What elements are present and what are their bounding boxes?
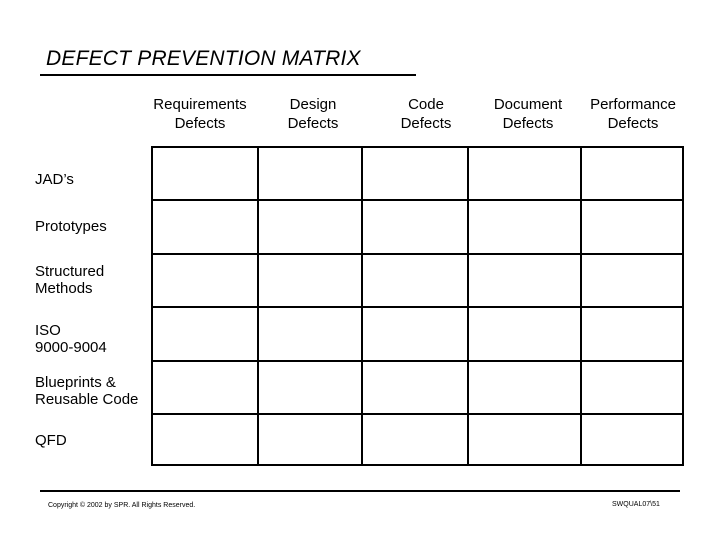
matrix-cell — [259, 362, 363, 415]
matrix-cell — [469, 255, 582, 308]
matrix-cell — [259, 201, 363, 255]
matrix-grid — [151, 146, 684, 466]
matrix-cell — [259, 255, 363, 308]
column-header-line1: Requirements — [153, 96, 247, 113]
row-header-line2: Reusable Code — [35, 391, 139, 408]
matrix-cell — [363, 255, 469, 308]
matrix-cell — [259, 415, 363, 466]
column-header-line2: Defects — [287, 115, 339, 132]
slide-id: SWQUAL07\51 — [612, 501, 660, 508]
row-header-iso — [35, 322, 107, 356]
matrix-cell — [363, 362, 469, 415]
title-underline — [40, 74, 416, 76]
column-header-line1: Document — [493, 96, 563, 113]
matrix-cell — [469, 362, 582, 415]
row-header-prototypes — [35, 218, 107, 235]
matrix-cell — [259, 148, 363, 201]
matrix-cell — [153, 201, 259, 255]
matrix-cell — [469, 415, 582, 466]
row-header-line1: ISO — [35, 322, 61, 339]
row-header-blueprints — [35, 374, 138, 408]
matrix-cell — [469, 308, 582, 362]
row-header-structured-methods — [35, 263, 104, 297]
matrix-cell — [363, 148, 469, 201]
matrix-cell — [582, 415, 684, 466]
column-header-line1: Code — [408, 96, 444, 113]
matrix-cell — [469, 148, 582, 201]
matrix-cell — [582, 148, 684, 201]
column-header-code — [376, 95, 476, 133]
matrix-cell — [469, 201, 582, 255]
matrix-cell — [363, 201, 469, 255]
row-header-line1: QFD — [35, 432, 67, 449]
matrix-cell — [153, 308, 259, 362]
column-header-line1: Design — [289, 96, 337, 113]
row-header-qfd — [35, 432, 67, 449]
column-header-line2: Defects — [502, 115, 554, 132]
matrix-cell — [582, 308, 684, 362]
copyright-text: Copyright © 2002 by SPR. All Rights Reserved. — [48, 502, 196, 509]
matrix-cell — [153, 362, 259, 415]
matrix-cell — [363, 415, 469, 466]
matrix-cell — [363, 308, 469, 362]
footer-rule — [40, 490, 680, 492]
row-header-line1: Structured — [35, 263, 105, 280]
row-header-line1: JAD’s — [35, 171, 74, 188]
matrix-cell — [153, 148, 259, 201]
column-header-line2: Defects — [607, 115, 659, 132]
column-header-performance — [578, 95, 688, 133]
column-header-line1: Performance — [590, 96, 676, 113]
column-header-document — [478, 95, 578, 133]
matrix-cell — [153, 255, 259, 308]
column-header-line2: Defects — [174, 115, 226, 132]
column-header-line2: Defects — [400, 115, 452, 132]
matrix-cell — [153, 415, 259, 466]
row-header-line1: Prototypes — [35, 218, 107, 235]
matrix-cell — [582, 201, 684, 255]
row-header-line2: 9000-9004 — [35, 339, 107, 356]
matrix-cell — [259, 308, 363, 362]
matrix-cell — [582, 255, 684, 308]
column-header-requirements — [140, 95, 260, 133]
row-header-line1: Blueprints & — [35, 374, 116, 391]
page-title: DEFECT PREVENTION MATRIX — [46, 47, 361, 70]
column-header-design — [263, 95, 363, 133]
row-header-line2: Methods — [35, 280, 93, 297]
matrix-cell — [582, 362, 684, 415]
row-header-jads — [35, 171, 74, 188]
